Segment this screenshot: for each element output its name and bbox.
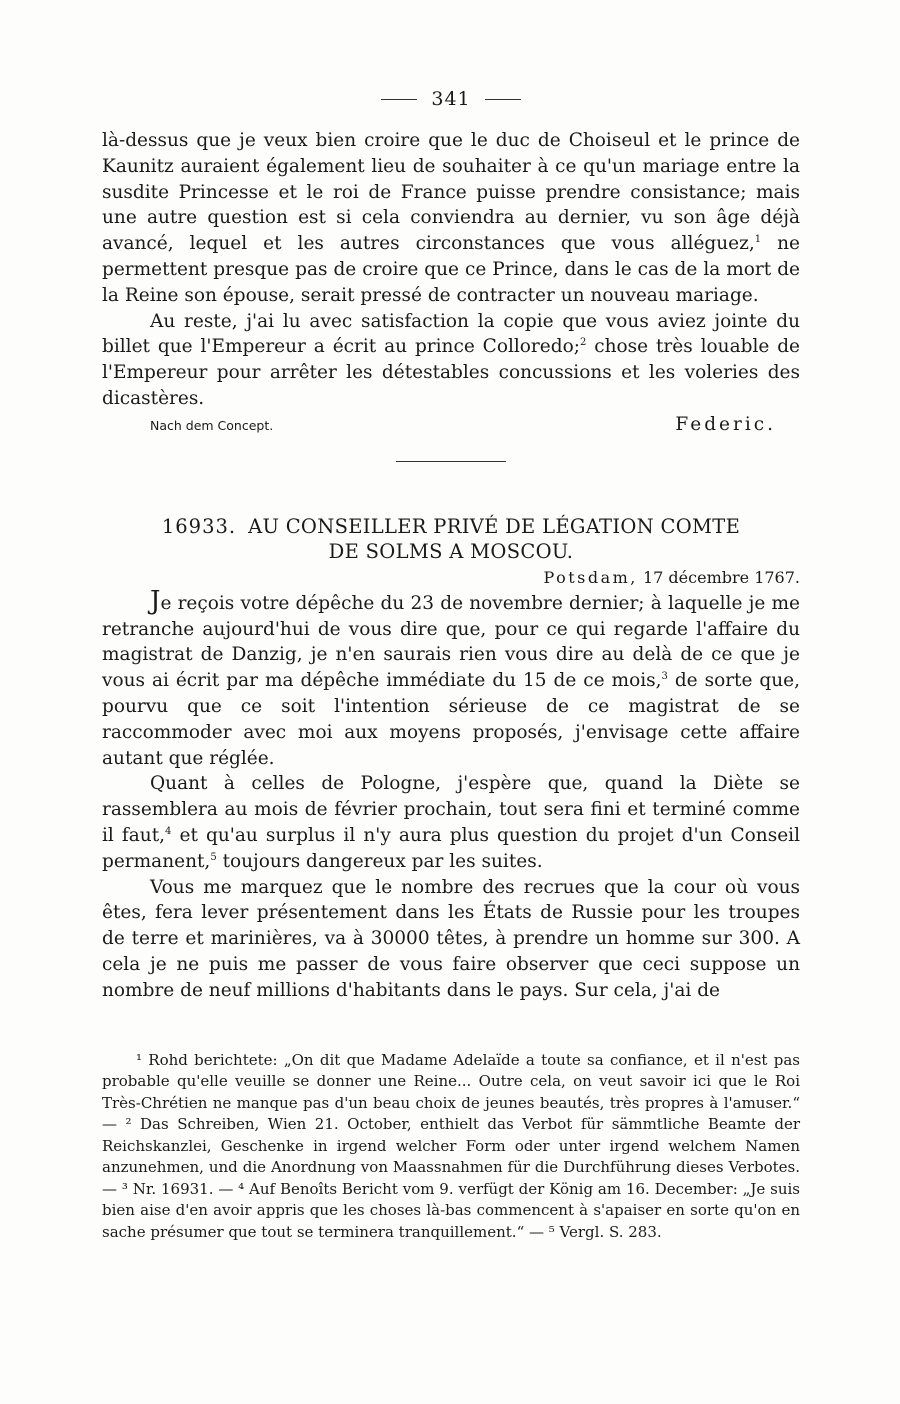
letter-number: 16933.	[161, 514, 237, 538]
footnote-ref-1[interactable]: 1	[754, 234, 762, 246]
section-divider	[396, 461, 506, 462]
signature-row	[102, 414, 800, 435]
heading-line-1	[102, 514, 800, 539]
para2-text-b: chose très louable de l'Empereur pour arrêter les détestables concussions et les voleries des dicastères.	[102, 336, 800, 409]
footnote-ref-5[interactable]: 5	[210, 851, 217, 863]
letter-paragraph-1	[102, 585, 800, 772]
footnote-ref-3[interactable]: 3	[661, 671, 668, 683]
page-number: 341	[431, 88, 471, 110]
letter-p2-text-a: Quant à celles de Pologne, j'espère que, quand la Diète se rassemblera au mois de février prochain, tout sera fini et terminé comme il faut,	[102, 773, 800, 846]
footnote-ref-2[interactable]: 2	[579, 337, 587, 349]
letter-p1-text-b: de sorte que, pourvu que ce soit l'intention sérieuse de ce magistrat de se raccommoder avec moi aux moyens proposés, j'envisage cette affaire autant que réglée.	[102, 670, 800, 769]
signature: Federic.	[675, 413, 776, 435]
dateline	[102, 568, 800, 587]
header-dash-right	[485, 99, 521, 100]
paragraph-colloredo	[102, 309, 800, 412]
letter-paragraph-2	[102, 771, 800, 874]
letter-p1-text-a: e reçois votre dépêche du 23 de novembre dernier; à laquelle je me retranche aujourd'hui de vous dire que, pour ce qui regarde l'affaire du magistrat de Danzig, je n'en saurais rien vous dire au delà de ce que je vous ai écrit par ma dépêche immédiate du 15 de ce mois,	[102, 592, 800, 692]
letter-heading	[102, 514, 800, 564]
header-dash-left	[381, 99, 417, 100]
letter-paragraph-3: Vous me marquez que le nombre des recrues que la cour où vous êtes, fera lever présentement dans les États de Russie pour les troupes de terre et marinières, va à 30000 têtes, à prendre un homme sur 300. A cela je ne puis me passer de vous faire observer que ceci suppose un nombre de neuf millions d'habitants dans le pays. Sur cela, j'ai de	[102, 876, 800, 1001]
heading-text-1: AU CONSEILLER PRIVÉ DE LÉGATION COMTE	[248, 514, 741, 538]
letter-p2-text-b: et qu'au surplus il n'y aura plus question du projet d'un Conseil permanent,	[102, 824, 800, 872]
letter-p2-text-c: toujours dangereux par les suites.	[216, 850, 543, 872]
document-page	[102, 88, 800, 1243]
dateline-date: 17 décembre 1767.	[642, 567, 800, 587]
footnotes-text: ¹ Rohd berichtete: „On dit que Madame Adelaïde a toute sa confiance, et il n'est pas probable qu'elle veuille se donner une Reine... Outre cela, on veut savoir ici que le Roi Très-Chrétien ne manque pas d'un beau choix de jeunes beautés, très propres à l'amuser.“ — ² Das Schreiben, Wien 21. October, enthielt das Verbot für sämmtliche Beamte der Reichskanzlei, Geschenke in irgend welcher Form oder unter irgend welchem Namen anzunehmen, und die Anordnung von Maassnahmen für die Durchführung dieses Verbotes. — ³ Nr. 16931. — ⁴ Auf Benoîts Bericht vom 9. verfügt der König am 16. December: „Je suis bien aise d'en avoir appris que les choses là-bas commencent à s'apaiser en sorte qu'on en sache présumer que tout se terminera tranquillement.“ — ⁵ Vergl. S. 283.	[102, 1050, 800, 1241]
continuation-paragraph	[102, 128, 800, 309]
continuation-text-a: là-dessus que je veux bien croire que le duc de Choiseul et le prince de Kaunitz auraient également lieu de souhaiter à ce qu'un mariage entre la susdite Princesse et le roi de France puisse prendre consistance; mais une autre question est si cela conviendra au dernier, vu son âge déjà avancé, lequel et les autres circonstances que vous alléguez,	[102, 130, 800, 255]
source-note: Nach dem Concept.	[150, 417, 274, 433]
footnotes	[102, 1050, 800, 1244]
continuation-text-b: ne permettent presque pas de croire que ce Prince, dans le cas de la mort de la Reine son épouse, serait pressé de contracter un nouveau mariage.	[102, 233, 800, 306]
footnote-ref-4[interactable]: 4	[165, 825, 172, 837]
page-header	[102, 88, 800, 110]
heading-line-2: DE SOLMS A MOSCOU.	[328, 539, 574, 563]
initial-letter: J	[150, 585, 161, 616]
para2-text-a: Au reste, j'ai lu avec satisfaction la copie que vous aviez jointe du billet que l'Empereur a écrit au prince Colloredo;	[102, 310, 800, 358]
dateline-place: Potsdam,	[543, 567, 638, 587]
